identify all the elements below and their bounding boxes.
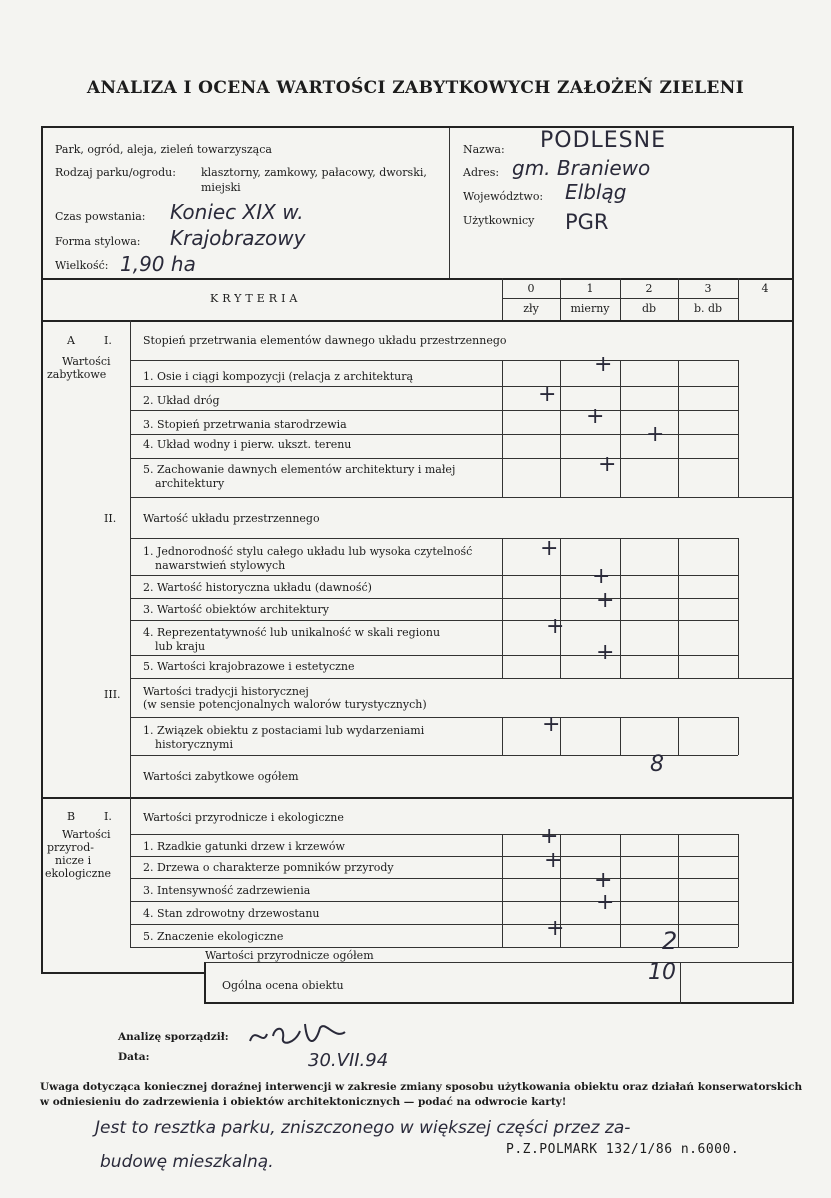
mark-a2-4: + — [546, 614, 565, 639]
scale-label-0: zły — [523, 302, 539, 315]
scale-num-3: 3 — [704, 282, 712, 295]
overall-label: Ogólna ocena obiektu — [222, 979, 344, 992]
mark-a1-3: + — [586, 404, 605, 429]
mark-a3-1: + — [542, 712, 561, 737]
scale-num-0: 0 — [527, 282, 535, 295]
g2-item-1: 1. Jednorodność stylu całego układu lub wysoka czytelność — [143, 545, 473, 558]
g3-item-1: 1. Związek obiektu z postaciami lub wydarzeniami — [143, 724, 425, 737]
scale-label-2: db — [641, 302, 657, 315]
mark-a2-2: + — [592, 564, 611, 589]
scale-num-2: 2 — [645, 282, 653, 295]
forma-label: Forma stylowa: — [55, 235, 141, 248]
b-item-1: 1. Rzadkie gatunki drzew i krzewów — [143, 840, 345, 853]
section-b-letter: B — [67, 810, 76, 823]
g1-item-5-cont: architektury — [155, 477, 225, 490]
section-b-group-title: Wartości przyrodnicze i ekologiczne — [143, 811, 344, 824]
mark-b-3: + — [594, 868, 613, 893]
g2-item-3: 3. Wartość obiektów architektury — [143, 603, 329, 616]
mark-b-2: + — [544, 848, 563, 873]
handwritten-note-2: budowę mieszkalną. — [100, 1152, 274, 1172]
rodzaj-options: klasztorny, zamkowy, pałacowy, dworski, — [201, 166, 427, 179]
woj-label: Województwo: — [463, 190, 544, 203]
g3-item-1-cont: historycznymi — [155, 738, 233, 751]
czas-label: Czas powstania: — [55, 210, 146, 223]
mark-a1-5: + — [598, 452, 617, 477]
scale-label-3: b. db — [693, 302, 723, 315]
section-a-roman-2: II. — [104, 512, 117, 525]
g1-item-4: 4. Układ wodny i pierw. ukszt. terenu — [143, 438, 352, 451]
document-title: ANALIZA I OCENA WARTOŚCI ZABYTKOWYCH ZAŁOŻEŃ ZIELENI — [86, 78, 745, 98]
g1-item-2: 2. Układ dróg — [143, 394, 220, 407]
mark-a2-3: + — [596, 588, 615, 613]
g1-item-5: 5. Zachowanie dawnych elementów architektury i małej — [143, 463, 456, 476]
g2-item-5: 5. Wartości krajobrazowe i estetyczne — [143, 660, 355, 673]
section-a-name-1: Wartości — [62, 355, 111, 368]
group3-title-2: (w sensie potencjonalnych walorów turystycznych) — [143, 698, 427, 711]
uwaga-line-2: w odniesieniu do zadrzewienia i obiektów architektonicznych — podać na odwrocie karty! — [40, 1096, 567, 1108]
g2-item-2: 2. Wartość historyczna układu (dawność) — [143, 581, 372, 594]
overall-value: 10 — [648, 960, 676, 985]
uzytkownicy-label: Użytkownicy — [463, 214, 535, 227]
wielkosc-label: Wielkość: — [55, 259, 109, 272]
wielkosc-value: 1,90 ha — [120, 252, 196, 276]
header-divider — [449, 128, 450, 278]
mark-a1-1: + — [594, 352, 613, 377]
mark-a2-1: + — [540, 536, 559, 561]
section-b-total-value: 2 — [662, 927, 678, 955]
mark-b-4: + — [596, 890, 615, 915]
section-b-total-label: Wartości przyrodnicze ogółem — [205, 949, 374, 962]
b-item-5: 5. Znaczenie ekologiczne — [143, 930, 284, 943]
b-item-2: 2. Drzewa o charakterze pomników przyrody — [143, 861, 394, 874]
park-type-line: Park, ogród, aleja, zieleń towarzysząca — [55, 143, 272, 156]
b-item-3: 3. Intensywność zadrzewienia — [143, 884, 311, 897]
section-b-roman: I. — [104, 810, 112, 823]
czas-value: Koniec XIX w. — [170, 200, 304, 224]
uzytkownicy-value: PGR — [565, 210, 609, 234]
mark-a2-5: + — [596, 640, 615, 665]
section-b-name-1: Wartości — [62, 828, 111, 841]
date-value: 30.VII.94 — [308, 1050, 389, 1071]
section-a-letter: A — [67, 334, 75, 347]
b-item-4: 4. Stan zdrowotny drzewostanu — [143, 907, 320, 920]
rodzaj-label: Rodzaj parku/ogrodu: — [55, 166, 176, 179]
group3-title-1: Wartości tradycji historycznej — [143, 685, 309, 698]
handwritten-note-1: Jest to resztka parku, zniszczonego w większej części przez za- — [95, 1118, 631, 1138]
printer-code: P.Z.POLMARK 132/1/86 n.6000. — [506, 1142, 740, 1157]
mark-b-1: + — [540, 824, 559, 849]
mark-a1-4: + — [646, 422, 665, 447]
group2-title: Wartość układu przestrzennego — [143, 512, 320, 525]
header-rule — [43, 278, 792, 280]
adres-value: gm. Braniewo — [512, 156, 651, 180]
g1-item-1: 1. Osie i ciągi kompozycji (relacja z architekturą — [143, 370, 414, 383]
adres-label: Adres: — [463, 166, 500, 179]
g2-item-4-cont: lub kraju — [155, 640, 206, 653]
nazwa-value: PODLESNE — [540, 128, 667, 153]
analiza-label: Analizę sporządził: — [118, 1031, 229, 1043]
section-a-roman: I. — [104, 334, 112, 347]
group1-title: Stopień przetrwania elementów dawnego układu przestrzennego — [143, 334, 507, 347]
section-b-name-3: nicze i — [55, 854, 92, 867]
uwaga-line-1: Uwaga dotycząca koniecznej doraźnej interwencji w zakresie zmiany sposobu użytkowania obiektu oraz działań konserwatorskich — [40, 1081, 803, 1093]
kryteria-label: KRYTERIA — [210, 292, 302, 305]
mark-a1-2: + — [538, 382, 557, 407]
section-a-name-2: zabytkowe — [47, 368, 107, 381]
section-a-total-label: Wartości zabytkowe ogółem — [143, 770, 299, 783]
forma-value: Krajobrazowy — [170, 226, 306, 250]
section-a-total-value: 8 — [650, 752, 664, 777]
g2-item-4: 4. Reprezentatywność lub unikalność w skali regionu — [143, 626, 441, 639]
section-a-roman-3: III. — [104, 688, 121, 701]
g1-item-3: 3. Stopień przetrwania starodrzewia — [143, 418, 347, 431]
woj-value: Elbląg — [565, 180, 627, 204]
mark-b-5: + — [546, 916, 565, 941]
section-b-name-4: ekologiczne — [45, 867, 112, 880]
g2-item-1-cont: nawarstwień stylowych — [155, 559, 286, 572]
section-b-name-2: przyrod- — [47, 841, 94, 854]
data-label: Data: — [118, 1051, 150, 1063]
nazwa-label: Nazwa: — [463, 143, 505, 156]
scale-num-1: 1 — [586, 282, 594, 295]
scale-num-4: 4 — [761, 282, 769, 295]
rodzaj-options-2: miejski — [201, 181, 241, 194]
scale-label-1: mierny — [570, 302, 610, 315]
